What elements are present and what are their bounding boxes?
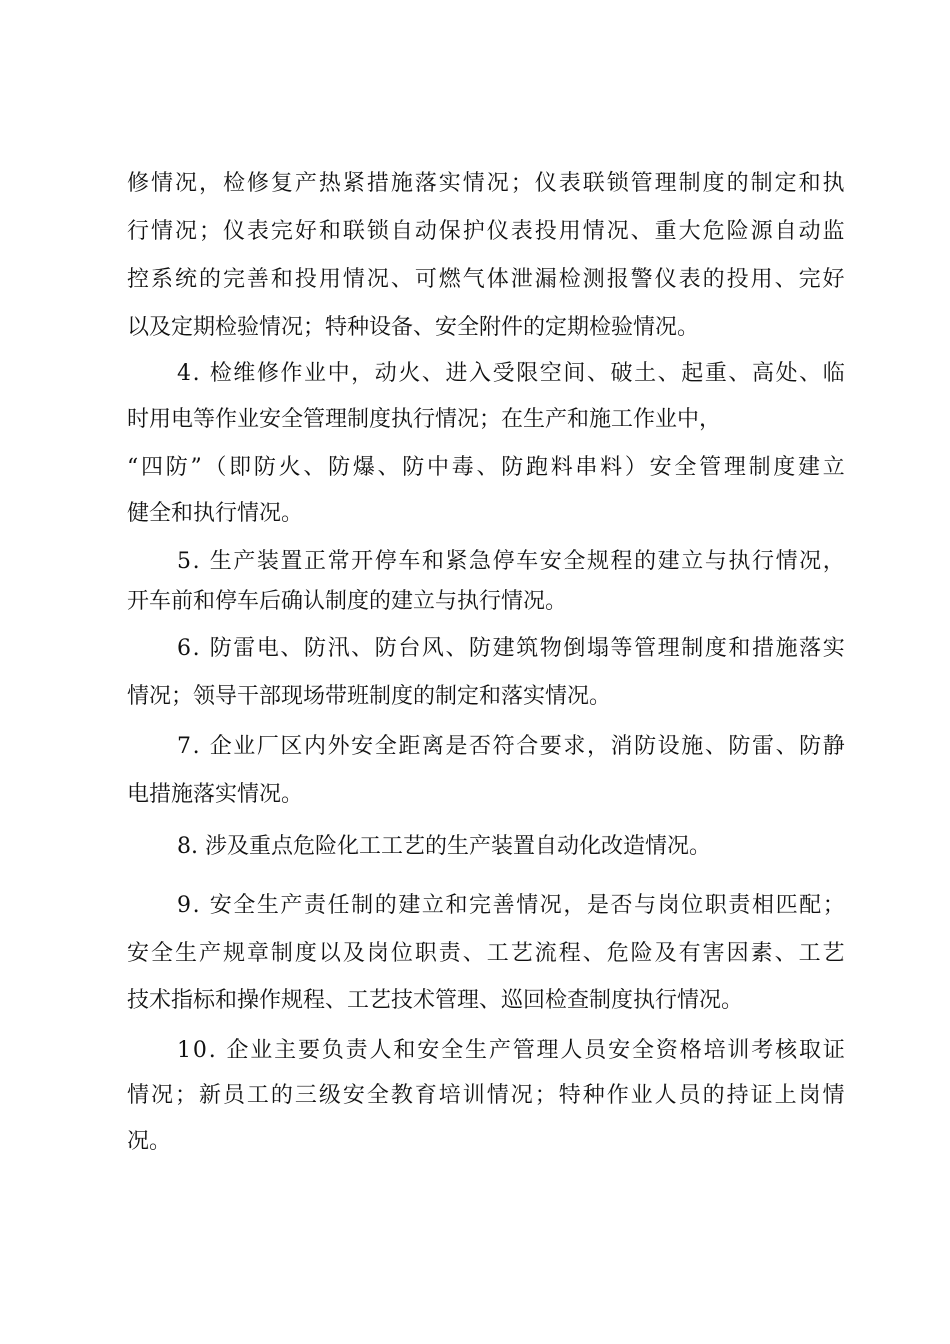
item-10-line-2: 情 况 ； 新 员 工 的 三 级 安 全 教 育 培 训 情 况 ； 特 种 作 业 人 员 的 持 证 上 岗 情	[127, 1083, 845, 1108]
item-5-line-1: 5 . 生 产 装 置 正 常 开 停 车 和 紧 急 停 车 安 全 规 程 的 建 立 与 执 行 情 况 ，	[177, 549, 845, 574]
text-line-1: 修 情 况 ， 检 修 复 产 热 紧 措 施 落 实 情 况 ； 仪 表 联 锁 管 理 制 度 的 制 定 和 执	[127, 171, 845, 196]
text-line-3: 控 系 统 的 完 善 和 投 用 情 况 、 可 燃 气 体 泄 漏 检 测 报 警 仪 表 的 投 用 、 完 好	[127, 267, 845, 292]
item-10-line-1: 1 0 . 企 业 主 要 负 责 人 和 安 全 生 产 管 理 人 员 安 全 资 格 培 训 考 核 取 证	[177, 1038, 845, 1063]
item-6-line-2: 情况；领导干部现场带班制度的制定和落实情况。	[127, 684, 612, 709]
item-7-line-1: 7 . 企 业 厂 区 内 外 安 全 距 离 是 否 符 合 要 求 ， 消 防 设 施 、 防 雷 、 防 静	[177, 734, 845, 759]
text-line-4: 以及定期检验情况；特种设备、安全附件的定期检验情况。	[127, 315, 700, 340]
item-9-line-3: 技术指标和操作规程、工艺技术管理、巡回检查制度执行情况。	[127, 988, 744, 1013]
text-line-2: 行 情 况 ； 仪 表 完 好 和 联 锁 自 动 保 护 仪 表 投 用 情 况 、 重 大 危 险 源 自 动 监	[127, 219, 845, 244]
item-4-line-2: 时用电等作业安全管理制度执行情况；在生产和施工作业中，	[127, 407, 722, 432]
item-7-line-2: 电措施落实情况。	[127, 782, 304, 807]
item-9-line-2: 安 全 生 产 规 章 制 度 以 及 岗 位 职 责 、 工 艺 流 程 、 危 险 及 有 害 因 素 、 工 艺	[127, 941, 845, 966]
item-4-line-3: “ 四 防 ” （ 即 防 火 、 防 爆 、 防 中 毒 、 防 跑 料 串 料 ） 安 全 管 理 制 度 建 立	[127, 455, 845, 480]
item-4-line-4: 健全和执行情况。	[127, 501, 304, 526]
item-6-line-1: 6 . 防 雷 电 、 防 汛 、 防 台 风 、 防 建 筑 物 倒 塌 等 管 理 制 度 和 措 施 落 实	[177, 636, 845, 661]
item-8-line-1: 8. 涉及重点危险化工工艺的生产装置自动化改造情况。	[177, 834, 711, 859]
item-9-line-1: 9 . 安 全 生 产 责 任 制 的 建 立 和 完 善 情 况 ， 是 否 与 岗 位 职 责 相 匹 配 ；	[177, 893, 845, 918]
item-5-line-2: 开车前和停车后确认制度的建立与执行情况。	[127, 589, 568, 614]
item-4-line-1: 4 . 检 维 修 作 业 中 ， 动 火 、 进 入 受 限 空 间 、 破 土 、 起 重 、 高 处 、 临	[177, 361, 845, 386]
item-10-line-3: 况。	[127, 1129, 172, 1154]
